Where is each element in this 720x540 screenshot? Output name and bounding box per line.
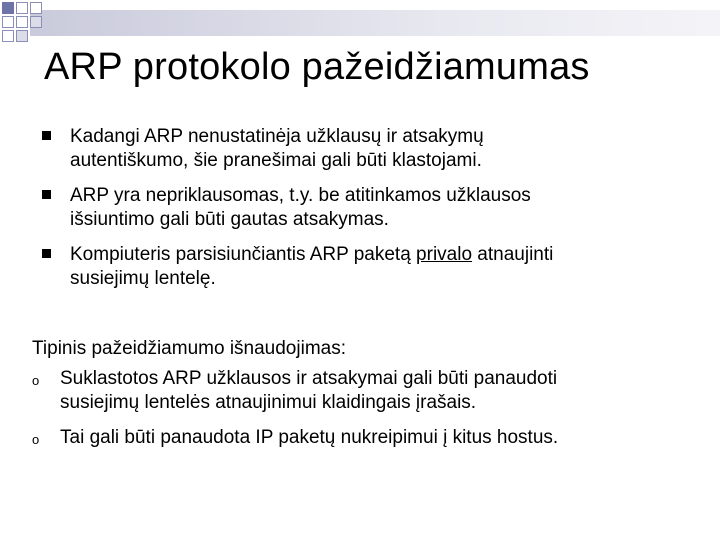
corner-square <box>30 16 42 28</box>
sub-bullet-line: Tai gali būti panaudota IP paketų nukreipimui į kitus hostus. <box>60 427 559 448</box>
bullet-line: autentiškumo, šie pranešimai gali būti klastojami. <box>70 150 482 171</box>
corner-square <box>30 2 42 14</box>
bullet-text <box>70 243 670 291</box>
sub-bullet-text <box>60 367 700 415</box>
sub-bullet-line: Suklastotos ARP užklausos ir atsakymai gali būti panaudoti <box>60 368 558 389</box>
bullet-line: išsiuntimo gali būti gautas atsakymas. <box>70 209 389 230</box>
circle-bullet-icon: o <box>32 373 40 388</box>
corner-square <box>2 16 14 28</box>
slide-title: ARP protokolo pažeidžiamumas <box>44 46 590 88</box>
square-bullet-icon <box>42 131 51 140</box>
corner-square <box>16 30 28 42</box>
sub-bullet-line: susiejimų lentelės atnaujinimui klaidingais įrašais. <box>60 392 477 413</box>
corner-square <box>2 30 14 42</box>
corner-square <box>16 16 28 28</box>
square-bullet-icon <box>42 190 51 199</box>
bullet-line: Kadangi ARP nenustatinėja užklausų ir atsakymų <box>70 126 484 147</box>
bullet-line-part: atnaujinti <box>472 244 554 265</box>
sub-bullet-text <box>60 426 700 450</box>
square-bullet-icon <box>42 249 51 258</box>
corner-square <box>16 2 28 14</box>
bullet-line: ARP yra nepriklausomas, t.y. be atitinkamos užklausos <box>70 185 531 206</box>
bullet-line-part: Kompiuteris parsisiunčiantis ARP paketą <box>70 244 417 265</box>
bullet-line: susiejimų lentelę. <box>70 268 216 289</box>
corner-squares-decoration <box>0 0 60 50</box>
section-heading: Tipinis pažeidžiamumo išnaudojimas: <box>32 338 346 359</box>
circle-bullet-icon: o <box>32 432 40 447</box>
corner-square <box>2 2 14 14</box>
bullet-text <box>70 184 670 232</box>
underlined-word: privalo <box>416 244 473 265</box>
bullet-text <box>70 125 670 173</box>
title-bar-decoration <box>30 10 720 36</box>
